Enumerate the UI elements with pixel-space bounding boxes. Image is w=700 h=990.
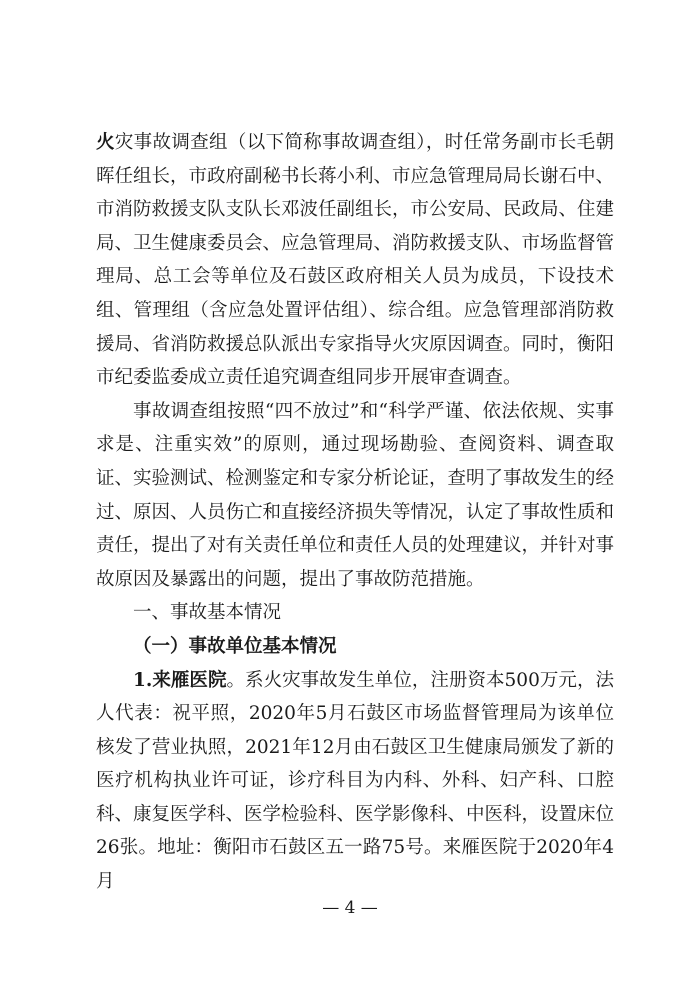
paragraph-lead-label: 1.来雁医院 [133, 669, 227, 691]
subsection-heading: （一）事故单位基本情况 [133, 635, 337, 657]
paragraph-text: 灾事故调查组（以下简称事故调查组），时任常务副市长毛朝晖任组长，市政府副秘书长蒋小利、市应急管理局局长谢石中、市消防救援支队支队长邓波任副组长，市公安局、民政局、住建局、卫生健康委员会、应急管理局、消防救援支队、市场监督管理局、总工会等单位及石鼓区政府相关人员为成员，下设技术组、管理组（含应急处置评估组）、综合组。应急管理部消防救援局、省消防救援总队派出专家指导火灾原因调查。同时，衡阳市纪委监委成立责任追究调查组同步开展审查调查。 [96, 132, 615, 389]
paragraph-investigation-team [96, 126, 614, 395]
paragraph-first-char: 火 [96, 132, 115, 153]
page-number: — 4 — [322, 898, 378, 918]
paragraph-hospital-info [96, 664, 614, 899]
document-body [96, 126, 614, 899]
paragraph-text: 。系火灾事故发生单位，注册资本500万元，法人代表：祝平照，2020年5月石鼓区市场监督管理局为该单位核发了营业执照，2021年12月由石鼓区卫生健康局颁发了新的医疗机构执业许可证，诊疗科目为内科、外科、妇产科、口腔科、康复医学科、医学检验科、医学影像科、中医科，设置床位26张。地址：衡阳市石鼓区五一路75号。来雁医院于2020年4月 [96, 669, 615, 893]
paragraph-investigation-principles: 事故调查组按照“四不放过”和“科学严谨、依法依规、实事求是、注重实效”的原则，通过现场勘验、查阅资料、调查取证、实验测试、检测鉴定和专家分析论证，查明了事故发生的经过、原因、人员伤亡和直接经济损失等情况，认定了事故性质和责任，提出了对有关责任单位和责任人员的处理建议，并针对事故原因及暴露出的问题，提出了事故防范措施。 [96, 400, 615, 590]
section-heading: 一、事故基本情况 [133, 602, 282, 624]
